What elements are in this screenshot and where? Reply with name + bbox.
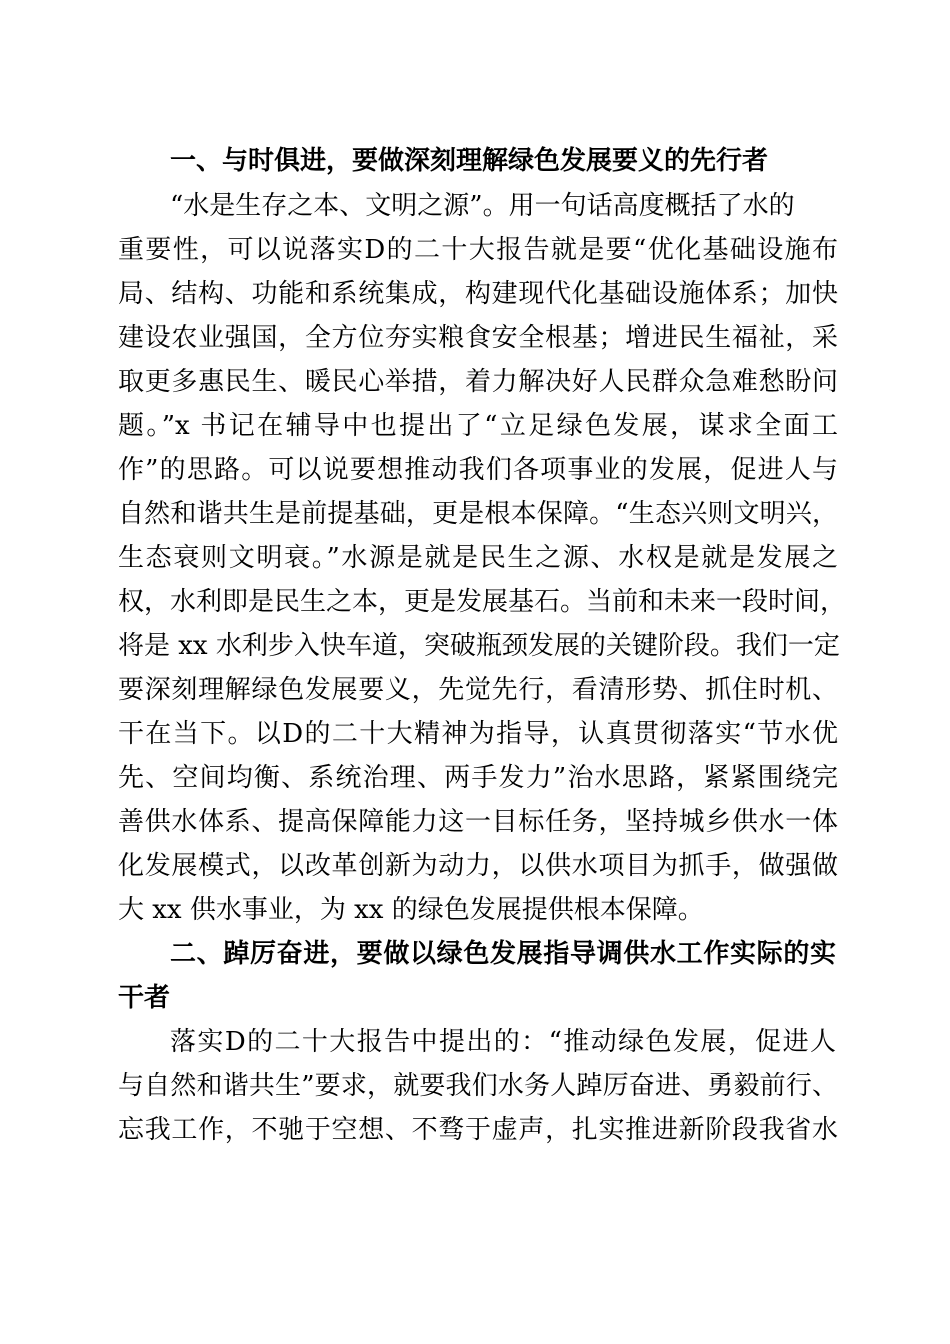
paragraph-line: 重要性，可以说落实D的二十大报告就是要“优化基础设施布 xyxy=(118,235,838,265)
paragraph-line: 题。”x 书记在辅导中也提出了“立足绿色发展，谋求全面工 xyxy=(118,411,838,441)
paragraph-line: 建设农业强国，全方位夯实粮食安全根基；增进民生福祉，采 xyxy=(118,323,838,353)
paragraph-line: 自然和谐共生是前提基础，更是根本保障。“生态兴则文明兴， xyxy=(118,499,838,529)
paragraph-line: 大 xx 供水事业，为 xx 的绿色发展提供根本保障。 xyxy=(118,895,704,925)
paragraph-line: 善供水体系、提高保障能力这一目标任务，坚持城乡供水一体 xyxy=(118,807,838,837)
paragraph-line: 取更多惠民生、暖民心举措，着力解决好人民群众急难愁盼问 xyxy=(118,367,838,397)
paragraph-line: 化发展模式，以改革创新为动力，以供水项目为抓手，做强做 xyxy=(118,851,838,881)
paragraph-line: 与自然和谐共生”要求，就要我们水务人踔厉奋进、勇毅前行、 xyxy=(118,1071,838,1101)
paragraph-line: 先、空间均衡、系统治理、两手发力”治水思路，紧紧围绕完 xyxy=(118,763,838,793)
paragraph-line: 局、结构、功能和系统集成，构建现代化基础设施体系；加快 xyxy=(118,279,838,309)
section-heading-2: 二、踔厉奋进，要做以绿色发展指导调供水工作实际的实 xyxy=(170,939,836,969)
paragraph-line: 要深刻理解绿色发展要义，先觉先行，看清形势、抓住时机、 xyxy=(118,675,838,705)
paragraph-line: 落实D的二十大报告中提出的：“推动绿色发展，促进人 xyxy=(170,1027,836,1057)
paragraph-line: 作”的思路。可以说要想推动我们各项事业的发展，促进人与 xyxy=(118,455,838,485)
paragraph-line: 生态衰则文明衰。”水源是就是民生之源、水权是就是发展之 xyxy=(118,543,838,573)
paragraph-line: 干在当下。以D的二十大精神为指导，认真贯彻落实“节水优 xyxy=(118,719,838,749)
section-heading-1: 一、与时俱进，要做深刻理解绿色发展要义的先行者 xyxy=(170,146,769,176)
paragraph-line: 权，水利即是民生之本，更是发展基石。当前和未来一段时间， xyxy=(118,587,847,617)
paragraph-line: 忘我工作，不驰于空想、不骛于虚声，扎实推进新阶段我省水 xyxy=(118,1115,838,1145)
paragraph-line: “水是生存之本、文明之源”。用一句话高度概括了水的 xyxy=(170,191,795,221)
paragraph-line: 将是 xx 水利步入快车道，突破瓶颈发展的关键阶段。我们一定 xyxy=(118,631,840,661)
section-heading-2-continued: 干者 xyxy=(118,983,171,1013)
